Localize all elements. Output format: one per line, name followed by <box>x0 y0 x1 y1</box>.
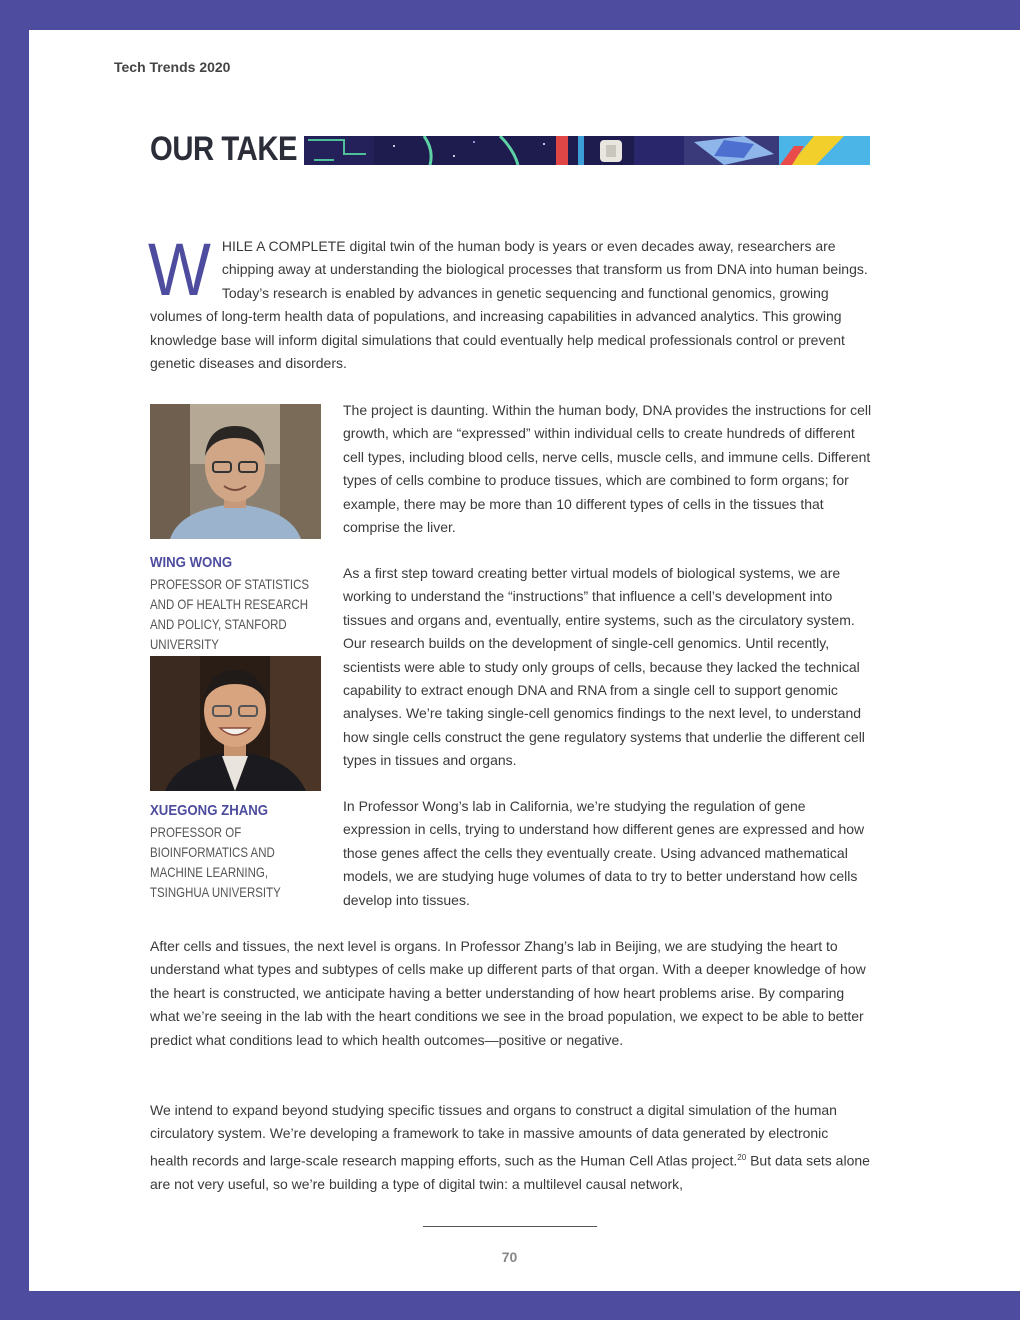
running-header: Tech Trends 2020 <box>114 59 231 75</box>
body-paragraph: As a first step toward creating better virtual models of biological systems, we are working to understand the “instructions” that influence a cell’s development into tissues and organs and, eventually, entire systems, such as the circulatory system. Our research builds on the development of single-cell genomics. Until recently, scientists were able to study only groups of cells, because they lacked the technical capability to extract enough DNA and RNA from a single cell to support genomic analyses. We’re taking single-cell genomics findings to the next level, to understand how single cells construct the gene regulatory systems that underlie the different cell types in tissues and organs. <box>343 565 865 769</box>
page-number: 70 <box>501 1249 518 1265</box>
body-paragraph: After cells and tissues, the next level is organs. In Professor Zhang’s lab in Beijing, we are studying the heart to understand what types and subtypes of cells make up different parts of that organ. With a deeper knowledge of how the heart is constructed, we anticipate having a better understanding of how heart problems arise. By comparing what we’re seeing in the lab with the heart conditions we see in the broad population, we expect to be able to better predict what conditions lead to which health outcomes—positive or negative. <box>150 938 866 1048</box>
portrait-photo <box>150 656 321 791</box>
intro-paragraph <box>148 228 870 375</box>
drop-cap: W <box>148 228 211 311</box>
person-name: XUEGONG ZHANG <box>150 802 269 819</box>
section-title: OUR TAKE <box>150 130 298 168</box>
portrait-photo <box>150 404 321 539</box>
person-title: PROFESSOR OF BIOINFORMATICS AND MACHINE LEARNING, TSINGHUA UNIVERSITY <box>150 824 281 900</box>
portrait-wing-wong <box>150 404 321 539</box>
paragraph-text: We intend to expand beyond studying specific tissues and organs to construct a digital simulation of the human circulatory system. We’re developing a framework to take in massive amounts of data generated by electronic health records and large-scale research mapping efforts, such as the Human Cell Atlas project. <box>150 1102 837 1169</box>
person-title: PROFESSOR OF STATISTICS AND OF HEALTH RESEARCH AND POLICY, STANFORD UNIVERSITY <box>150 576 310 652</box>
body-paragraph: In Professor Wong’s lab in California, we’re studying the regulation of gene expression in cells, trying to understand how different genes are expressed and how those genes affect the cells they eventually create. Using advanced mathematical models, we are studying huge volumes of data to try to better understand how cells develop into tissues. <box>343 798 865 908</box>
person-name: WING WONG <box>150 554 233 571</box>
intro-text: HILE A COMPLETE digital twin of the human body is years or even decades away, researchers are chipping away at understanding the biological processes that transform us from DNA into human beings. Today’s research is enabled by advances in genetic sequencing and functional genomics, growing volumes of long-term health data of populations, and increasing capabilities in advanced analytics. This growing knowledge base will inform digital simulations that could eventually help medical professionals control or prevent genetic diseases and disorders. <box>150 238 868 372</box>
paragraph-continuation: But data sets alone are not very useful, so we’re building a type of digital twin: a multilevel causal network, <box>150 1152 870 1192</box>
document-page <box>29 30 1020 1291</box>
body-paragraph: The project is daunting. Within the human body, DNA provides the instructions for cell growth, which are “expressed” within individual cells to create hundreds of different cell types, including blood cells, nerve cells, muscle cells, and immune cells. Different types of cells combine to produce tissues, which are combined to form organs; for example, there may be more than 10 different types of cells in the tissues that comprise the liver. <box>343 402 872 536</box>
body-paragraph <box>150 1099 870 1196</box>
decorative-banner <box>304 136 870 165</box>
footer-divider <box>423 1226 597 1227</box>
banner-illustration <box>304 136 870 165</box>
footnote-reference[interactable]: 20 <box>737 1152 747 1162</box>
portrait-xuegong-zhang <box>150 656 321 791</box>
